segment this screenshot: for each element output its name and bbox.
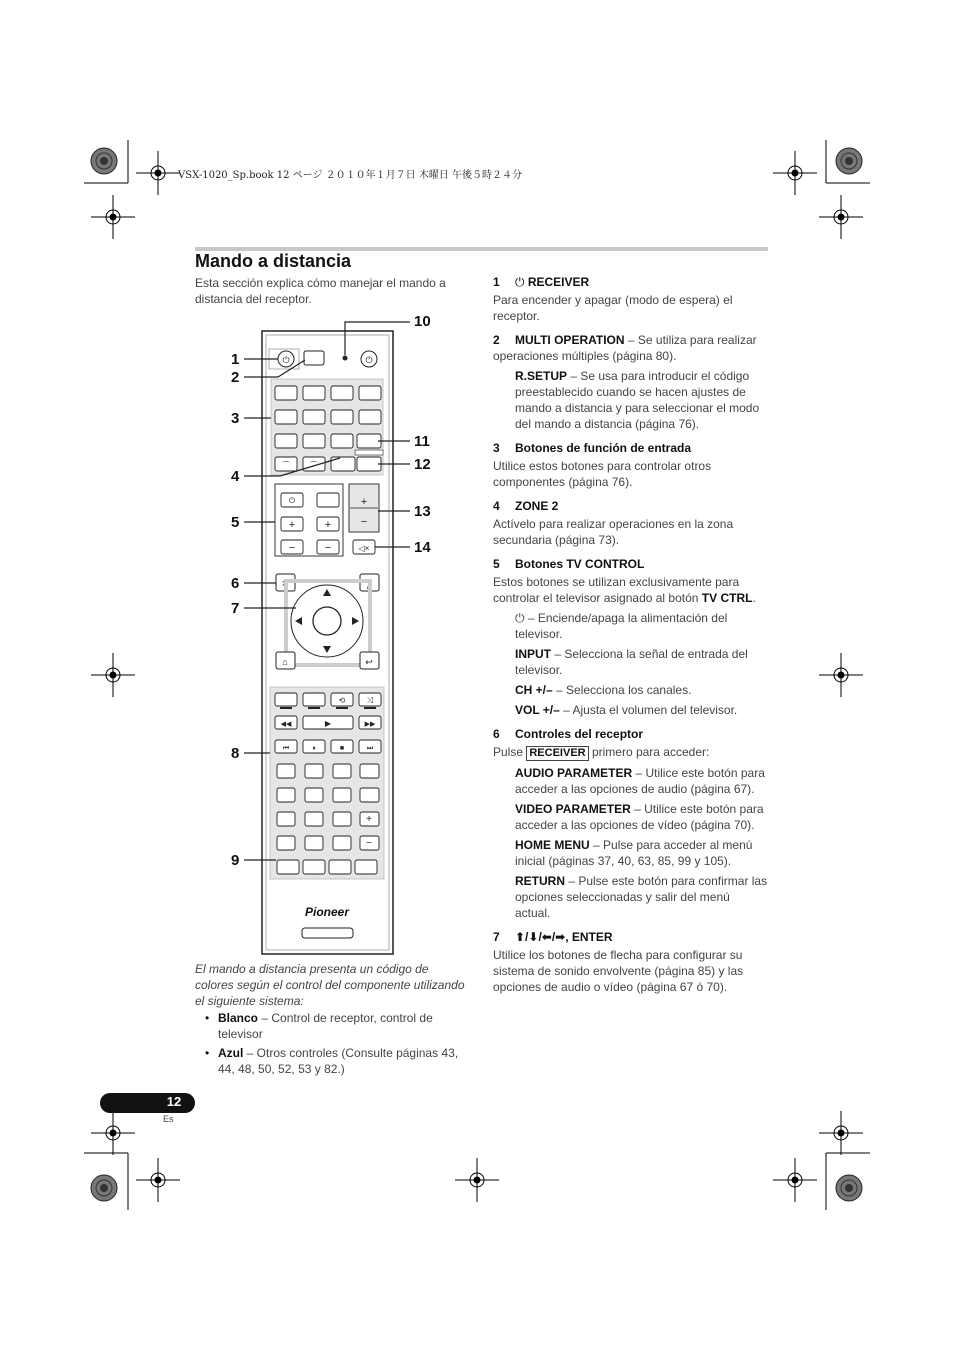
svg-text:⌒: ⌒ xyxy=(310,461,318,470)
svg-text:↩: ↩ xyxy=(365,657,373,667)
svg-text:×: × xyxy=(281,578,289,590)
callout-7: 7 xyxy=(231,600,240,617)
item-1-text: Para encender y apagar (modo de espera) el receptor. xyxy=(493,293,733,323)
item-5-sub: ⏻ – Enciende/apaga la alimentación del televisor. xyxy=(515,611,728,641)
svg-text:⏻: ⏻ xyxy=(288,496,296,505)
callout-2: 2 xyxy=(231,369,240,386)
svg-text:■: ■ xyxy=(339,745,345,752)
svg-text:+: + xyxy=(366,814,372,825)
page-number: 12 xyxy=(166,1094,182,1109)
list-item: • Blanco – Control de receptor, control de televisor xyxy=(205,1010,470,1042)
svg-text:⏸: ⏸ xyxy=(312,745,316,752)
callout-13: 13 xyxy=(414,503,431,520)
callout-10: 10 xyxy=(414,313,431,330)
item-5-sub: CH +/– – Selecciona los canales. xyxy=(515,683,692,697)
item-7-heading: 7 ⬆/⬇/⬅/➡, ENTER xyxy=(493,930,613,944)
svg-text:−: − xyxy=(288,542,296,554)
callout-4: 4 xyxy=(231,468,240,485)
svg-text:−: − xyxy=(366,838,372,849)
item-4-text: Actívelo para realizar operaciones en la zona secundaria (página 73). xyxy=(493,517,734,547)
item-5-text: Estos botones se utilizan exclusivamente para controlar el televisor asignado al botón TV CTRL. xyxy=(493,575,756,605)
svg-text:+: + xyxy=(324,519,332,531)
item-5-sub: VOL +/– – Ajusta el volumen del televisor. xyxy=(515,703,738,717)
svg-text:−: − xyxy=(360,516,368,528)
item-6-sub: RETURN – Pulse este botón para confirmar las opciones seleccionadas y salir del menú actual. xyxy=(515,874,768,920)
item-6-sub: AUDIO PARAMETER – Utilice este botón para acceder a las opciones de audio (página 67). xyxy=(515,766,765,796)
svg-text:▶▶: ▶▶ xyxy=(364,721,376,728)
indicator-led xyxy=(343,356,348,361)
item-3-heading: 3 Botones de función de entrada xyxy=(493,441,692,455)
item-7-text: Utilice los botones de flecha para configurar su sistema de sonido envolvente (página 85) y las opciones de audio o vídeo (página 67 ó 70). xyxy=(493,948,744,994)
item-4-heading: 4 ZONE 2 xyxy=(493,499,559,513)
svg-text:⌂: ⌂ xyxy=(282,657,288,667)
svg-text:⟲: ⟲ xyxy=(338,696,346,705)
callout-12: 12 xyxy=(414,456,431,473)
page-title: Mando a distancia xyxy=(195,251,352,271)
callout-3: 3 xyxy=(231,410,240,427)
item-5-heading: 5 Botones TV CONTROL xyxy=(493,557,645,571)
svg-text:⏭: ⏭ xyxy=(366,745,374,752)
item-1-heading: 1 ⏻ RECEIVER xyxy=(493,275,590,289)
callout-9: 9 xyxy=(231,852,240,869)
color-code-note: El mando a distancia presenta un código de colores según el control del componente utilizando el siguiente sistema: xyxy=(195,962,465,1008)
callout-8: 8 xyxy=(231,745,240,762)
svg-text:⏮: ⏮ xyxy=(282,745,290,752)
svg-text:+: + xyxy=(288,519,296,531)
item-6-sub: VIDEO PARAMETER – Utilice este botón para acceder a las opciones de vídeo (página 70). xyxy=(515,802,764,832)
callout-1: 1 xyxy=(231,351,240,368)
svg-text:◀◀: ◀◀ xyxy=(280,721,292,728)
svg-text:◁×: ◁× xyxy=(358,544,370,553)
callout-5: 5 xyxy=(231,514,240,531)
running-header: VSX-1020_Sp.book 12 ページ ２０１０年１月７日 木曜日 午後５時２４分 xyxy=(178,170,523,181)
item-3-text: Utilice estos botones para controlar otros componentes (página 76). xyxy=(493,459,712,489)
language-code: Es xyxy=(163,1114,174,1124)
svg-text:ƒ: ƒ xyxy=(366,579,372,590)
svg-text:▶: ▶ xyxy=(324,719,332,728)
callout-14: 14 xyxy=(414,539,431,556)
receiver-key: RECEIVER xyxy=(526,746,588,761)
svg-text:⤨: ⤨ xyxy=(366,696,374,705)
item-6-text: Pulse RECEIVER primero para acceder: xyxy=(493,745,710,759)
item-descriptions xyxy=(493,274,768,995)
svg-text:+: + xyxy=(360,496,368,508)
enter-button xyxy=(313,607,341,635)
callout-6: 6 xyxy=(231,575,240,592)
svg-text:⌒: ⌒ xyxy=(282,461,290,470)
item-6-sub: HOME MENU – Pulse para acceder al menú inicial (páginas 37, 40, 63, 85, 99 y 105). xyxy=(515,838,753,868)
svg-text:⏻: ⏻ xyxy=(282,355,290,365)
list-item: • Azul – Otros controles (Consulte páginas 43, 44, 48, 50, 52, 53 y 82.) xyxy=(205,1045,470,1077)
item-6-heading: 6 Controles del receptor xyxy=(493,727,644,741)
item-5-sub: INPUT – Selecciona la señal de entrada del televisor. xyxy=(515,647,748,677)
svg-text:⏻: ⏻ xyxy=(365,355,373,365)
color-code-list xyxy=(205,1010,470,1080)
multi-operation-button xyxy=(304,351,324,365)
item-2-sub: R.SETUP – Se usa para introducir el código preestablecido cuando se hacen ajustes de mando a distancia y para seleccionar el modo del mando a distancia (página 76). xyxy=(515,369,760,431)
pioneer-logo: Pioneer xyxy=(304,905,350,919)
svg-text:−: − xyxy=(324,542,332,554)
callout-11: 11 xyxy=(414,433,430,450)
intro-text: Esta sección explica cómo manejar el mando a distancia del receptor. xyxy=(195,276,446,306)
item-2-heading: 2 MULTI OPERATION – Se utiliza para realizar operaciones múltiples (página 80). xyxy=(493,333,757,363)
remote-control-illustration xyxy=(225,310,445,960)
